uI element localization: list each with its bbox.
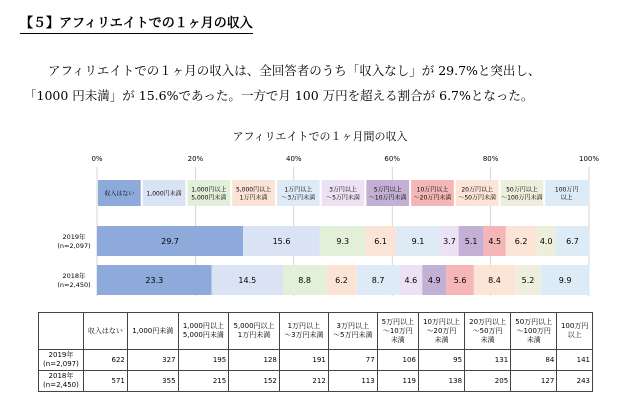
table-cell: 119 (377, 371, 418, 392)
bar-value-label: 23.3 (145, 276, 164, 285)
legend-label: 1万円未満 (239, 194, 268, 202)
table-cell: 131 (465, 350, 511, 371)
table-cell: 141 (557, 350, 593, 371)
x-tick-label: 0% (91, 155, 103, 163)
bar-value-label: 4.5 (488, 237, 502, 246)
table-cell: 138 (418, 371, 464, 392)
legend-label: ～5万円未満 (326, 194, 360, 202)
table-row-label: 2018年 (n=2,450) (39, 371, 84, 392)
legend-label: 20万円以上 (461, 186, 494, 194)
table-cell: 212 (279, 371, 328, 392)
bar-value-label: 3.7 (443, 237, 456, 246)
legend-label: 3万円以上 (329, 186, 357, 194)
bar-value-label: 6.1 (374, 237, 388, 246)
table-column-header: 1,000円以上 5,000円未満 (178, 313, 229, 350)
table-cell: 327 (127, 350, 178, 371)
series-sample-size: (n=2,097) (57, 242, 91, 250)
legend-label: 50万円以上 (506, 186, 538, 194)
counts-table (38, 312, 593, 392)
bar-value-label: 5.1 (464, 237, 478, 246)
table-cell: 84 (511, 350, 557, 371)
x-tick-label: 80% (482, 155, 499, 163)
legend-label: 5,000円未満 (191, 194, 227, 202)
table-column-header: 100万円 以上 (557, 313, 593, 350)
legend-label: ～10万円未満 (368, 194, 407, 202)
table-cell: 152 (229, 371, 280, 392)
table-column-header: 5,000円以上 1万円未満 (229, 313, 280, 350)
legend-label: 以上 (560, 194, 573, 202)
chart-title: アフィリエイトでの１ヶ月間の収入 (232, 130, 408, 143)
legend-label: ～3万円未満 (281, 194, 316, 202)
table-cell: 127 (511, 371, 557, 392)
legend-label: 収入はない (104, 190, 135, 198)
bar-value-label: 9.3 (336, 237, 350, 246)
legend-label: 5万円以上 (373, 186, 402, 194)
summary-line-1: アフィリエイトでの１ヶ月の収入は、全回答者のうち「収入なし」が 29.7%と突出し、 (48, 63, 541, 78)
table-cell: 622 (83, 350, 127, 371)
bar-value-label: 8.4 (488, 276, 501, 285)
bar-value-label: 9.1 (411, 237, 425, 246)
table-cell: 571 (83, 371, 127, 392)
series-label: 2018年 (62, 272, 86, 280)
series-label: 2019年 (62, 233, 86, 241)
table-cell: 215 (178, 371, 229, 392)
legend-label: 1万円以上 (284, 186, 313, 194)
bar-value-label: 9.9 (558, 276, 572, 285)
legend-label: 1,000円以上 (191, 186, 227, 194)
table-column-header: 収入はない (83, 313, 127, 350)
table-corner-cell (39, 313, 84, 350)
table-cell: 355 (127, 371, 178, 392)
table-column-header: 50万円以上 ～100万円 未満 (511, 313, 557, 350)
legend-label: 5,000円以上 (235, 186, 272, 194)
legend-label: ～50万円未満 (458, 194, 497, 202)
table-column-header: 3万円以上 ～5万円未満 (328, 313, 377, 350)
table-column-header: 1万円以上 ～3万円未満 (279, 313, 328, 350)
table-cell: 191 (279, 350, 328, 371)
legend-label: ～20万円未満 (413, 194, 452, 202)
table-column-header: 20万円以上 ～50万円 未満 (465, 313, 511, 350)
bar-value-label: 29.7 (161, 237, 179, 246)
section-heading: 【５】アフィリエイトでの１ヶ月の収入 (20, 12, 253, 34)
table-cell: 77 (328, 350, 377, 371)
bar-value-label: 14.5 (238, 276, 257, 285)
bar-value-label: 6.2 (514, 237, 528, 246)
table-cell: 95 (418, 350, 464, 371)
bar-value-label: 15.6 (272, 237, 291, 246)
x-tick-label: 100% (578, 155, 600, 163)
x-tick-label: 60% (384, 155, 400, 163)
table-cell: 243 (557, 371, 593, 392)
legend-label: 10万円以上 (416, 186, 449, 194)
table-column-header: 10万円以上 ～20万円 未満 (418, 313, 464, 350)
x-tick-label: 20% (187, 155, 204, 163)
bar-value-label: 6.7 (566, 237, 579, 246)
table-row (39, 371, 593, 392)
table-row (39, 350, 593, 371)
bar-value-label: 4.0 (539, 237, 553, 246)
table-cell: 128 (229, 350, 280, 371)
bar-value-label: 5.6 (453, 276, 467, 285)
summary-line-2: 「1000 円未満」が 15.6%であった。一方で月 100 万円を超える割合が 6.7%となった。 (24, 88, 534, 103)
x-tick-label: 40% (286, 155, 302, 163)
bar-value-label: 4.9 (427, 276, 441, 285)
legend-label: 1,000円未満 (146, 190, 182, 198)
bar-value-label: 5.2 (521, 276, 535, 285)
bar-value-label: 8.7 (371, 276, 385, 285)
table-column-header: 5万円以上 ～10万円 未満 (377, 313, 418, 350)
legend-label: 100万円 (554, 186, 579, 194)
table-column-header: 1,000円未満 (127, 313, 178, 350)
table-cell: 195 (178, 350, 229, 371)
table-header-row (39, 313, 593, 350)
series-sample-size: (n=2,450) (57, 281, 91, 289)
summary-paragraph (24, 58, 620, 108)
table-cell: 113 (328, 371, 377, 392)
bar-value-label: 4.6 (404, 276, 418, 285)
table-row-label: 2019年 (n=2,097) (39, 350, 84, 371)
legend-label: ～100万円未満 (501, 194, 543, 202)
bar-value-label: 8.8 (298, 276, 311, 285)
table-cell: 205 (465, 371, 511, 392)
stacked-bar-chart (0, 150, 640, 300)
table-cell: 106 (377, 350, 418, 371)
bar-value-label: 6.2 (335, 276, 348, 285)
